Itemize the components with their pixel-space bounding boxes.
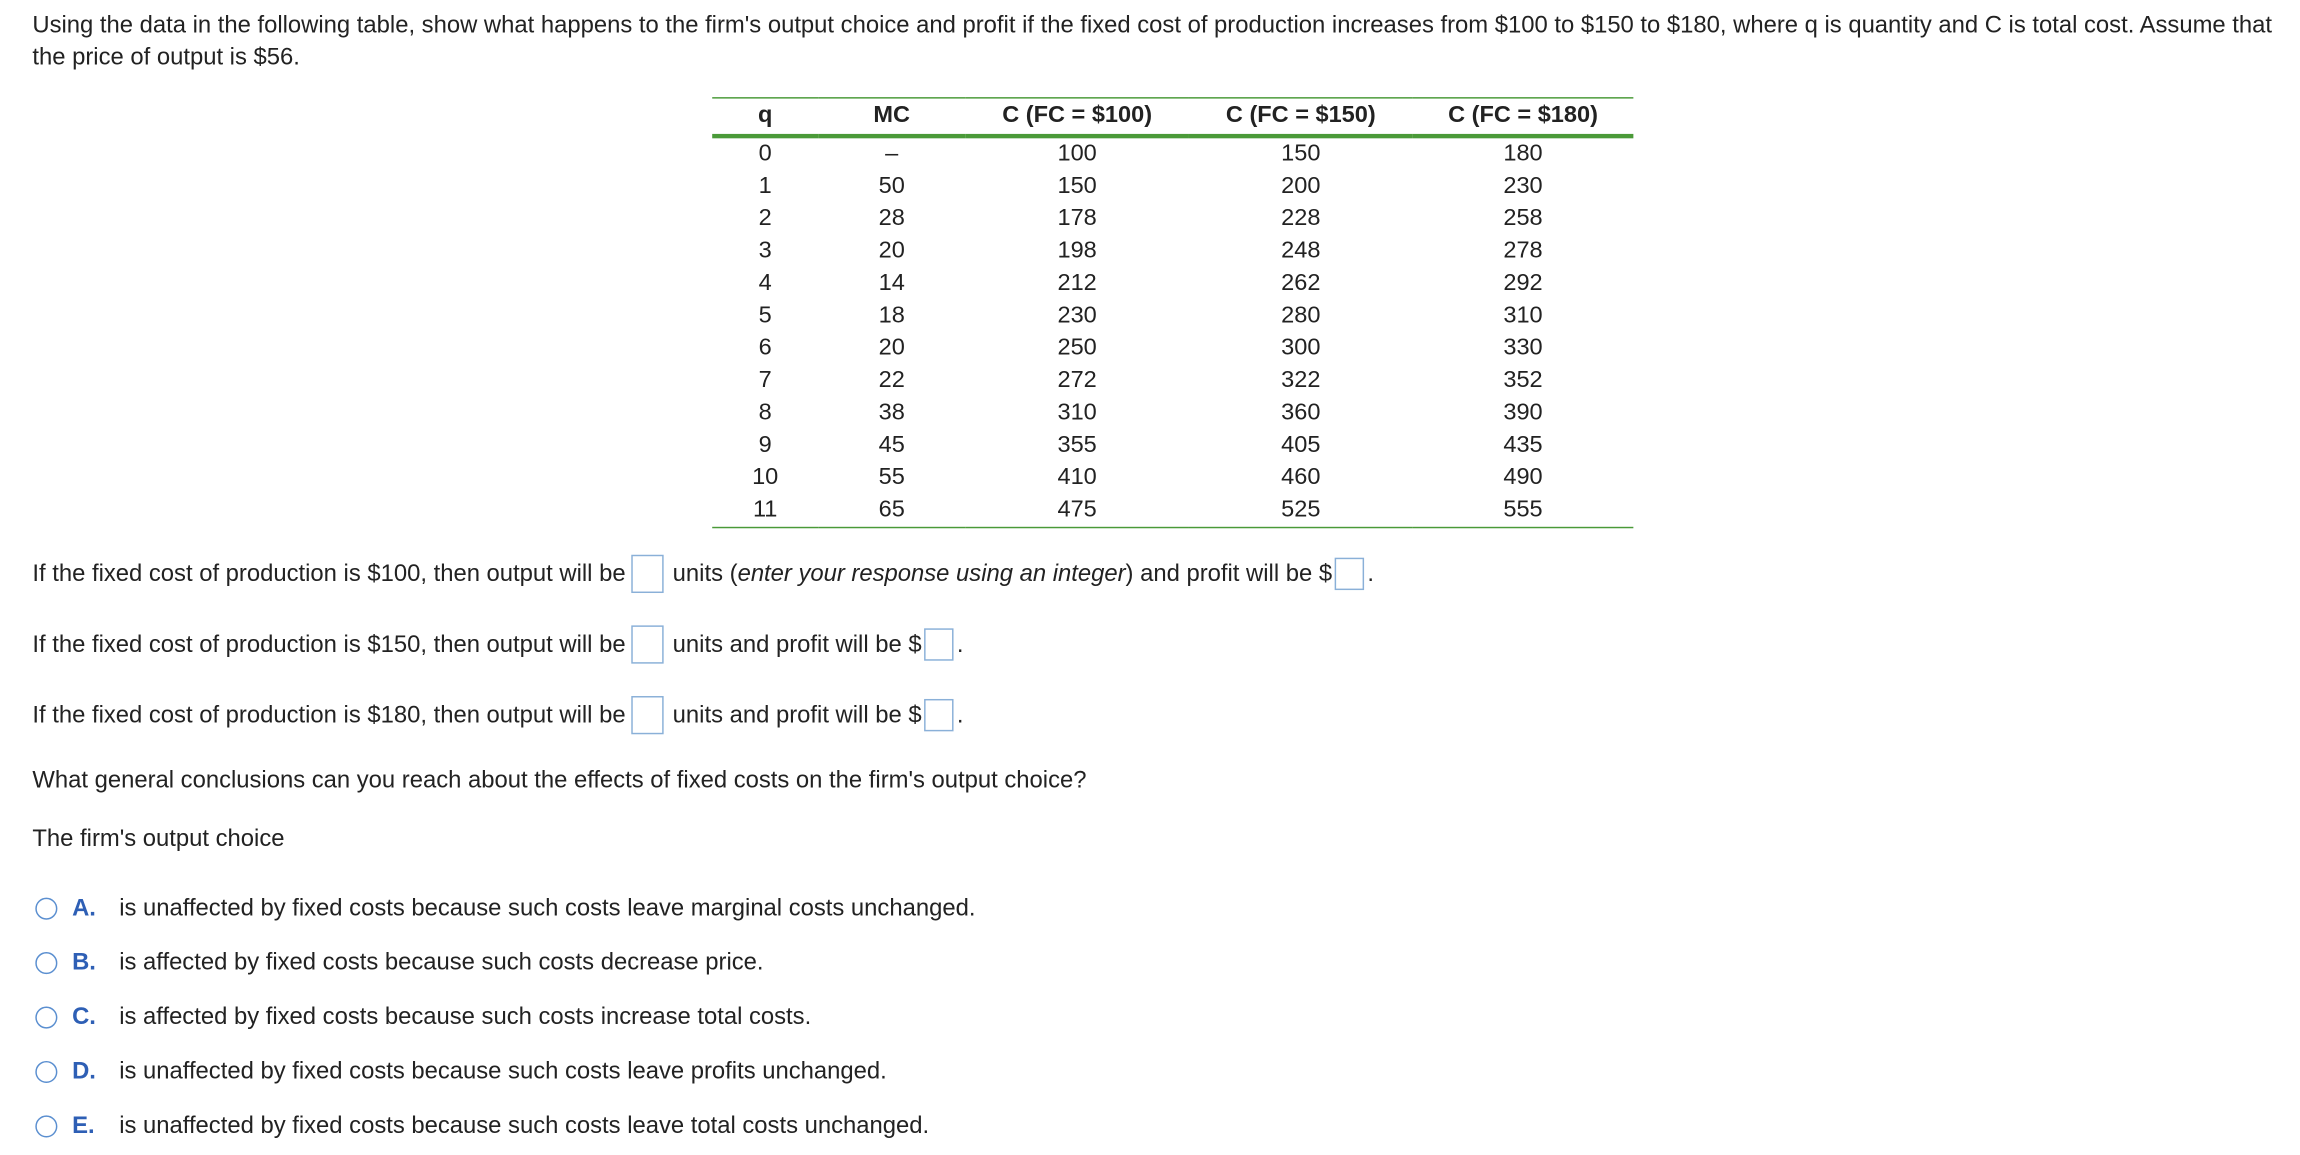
q-cell: 9: [758, 432, 772, 458]
profit-label-fc100: ) and profit will be $: [1125, 560, 1333, 588]
table-row: [712, 203, 1633, 235]
cost-fc180-cell: 180: [1503, 141, 1543, 167]
table-row: [712, 397, 1633, 429]
cost-fc180-cell: 390: [1503, 400, 1543, 426]
cost-fc100-cell: 150: [1057, 173, 1097, 199]
answer-prompt-fc100: If the fixed cost of production is $100, then output will be: [32, 560, 626, 588]
output-input-fc100[interactable]: [631, 555, 663, 593]
option-text-c: is affected by fixed costs because such costs increase total costs.: [119, 1002, 812, 1030]
q-cell: 3: [758, 238, 772, 264]
option-text-b: is affected by fixed costs because such costs decrease price.: [119, 948, 764, 975]
mc-cell: 45: [878, 432, 905, 458]
cost-fc100-cell: 310: [1057, 400, 1097, 426]
option-a[interactable]: [35, 890, 975, 925]
option-letter-c: C.: [72, 1002, 96, 1030]
cost-fc100-cell: 250: [1057, 335, 1097, 361]
integer-hint: enter your response using an integer: [737, 560, 1126, 588]
mc-cell: 65: [818, 494, 965, 527]
radio-button-b[interactable]: [35, 951, 57, 973]
answer-prompt-fc150: If the fixed cost of production is $150, then output will be: [32, 631, 626, 658]
header-cost-fc100: C (FC = $100): [965, 98, 1189, 136]
cost-fc150-cell: 248: [1281, 238, 1321, 264]
table-row: [712, 430, 1633, 462]
cost-fc150-cell: 262: [1281, 270, 1321, 296]
answer-row-fc180: [32, 696, 963, 734]
mc-cell: –: [885, 141, 899, 167]
cost-fc150-cell: 460: [1281, 464, 1321, 491]
cost-fc100-cell: 230: [1057, 303, 1097, 329]
mc-cell: 20: [878, 335, 905, 361]
answer-row-fc150: [32, 625, 963, 663]
cost-fc150-cell: 228: [1281, 206, 1321, 232]
header-cost-fc150: C (FC = $150): [1189, 98, 1413, 136]
q-cell: 6: [758, 335, 772, 361]
header-mc: MC: [818, 98, 965, 136]
cost-fc150-cell: 360: [1281, 400, 1321, 426]
profit-label-fc180: units and profit will be $: [672, 701, 922, 729]
q-cell: 2: [758, 206, 772, 232]
table-row: [712, 494, 1633, 527]
cost-fc150-cell: 405: [1281, 432, 1321, 458]
table-row: [712, 462, 1633, 494]
period-fc150: .: [956, 631, 964, 658]
q-cell: 7: [758, 367, 772, 393]
cost-fc180-cell: 330: [1503, 335, 1543, 361]
cost-fc180-cell: 292: [1503, 270, 1543, 296]
table-row: [712, 136, 1633, 171]
q-cell: 5: [758, 303, 772, 329]
mc-cell: 50: [878, 173, 905, 199]
output-input-fc150[interactable]: [631, 625, 663, 663]
cost-fc150-cell: 525: [1189, 494, 1413, 527]
cost-fc150-cell: 150: [1281, 141, 1321, 167]
radio-button-d[interactable]: [35, 1060, 57, 1082]
cost-fc180-cell: 490: [1503, 464, 1543, 491]
question-prompt: Using the data in the following table, show what happens to the firm's output choice and profit if the fixed cost of production increases from $100 to $150 to $180, where q is quantity and C is total cost. Assume that the price of output is $56.: [32, 11, 2273, 70]
mc-cell: 18: [878, 303, 905, 329]
profit-input-fc150[interactable]: [925, 628, 954, 660]
option-b[interactable]: [35, 945, 763, 980]
cost-fc100-cell: 272: [1057, 367, 1097, 393]
q-cell: 1: [758, 173, 772, 199]
cost-fc180-cell: 258: [1503, 206, 1543, 232]
cost-fc100-cell: 100: [1057, 141, 1097, 167]
option-d[interactable]: [35, 1054, 886, 1089]
profit-input-fc100[interactable]: [1335, 558, 1364, 590]
cost-fc180-cell: 278: [1503, 238, 1543, 264]
cost-fc150-cell: 300: [1281, 335, 1321, 361]
q-cell: 10: [752, 464, 779, 491]
units-label-fc100: units (: [672, 560, 738, 588]
cost-fc100-cell: 178: [1057, 206, 1097, 232]
cost-fc150-cell: 200: [1281, 173, 1321, 199]
header-cost-fc180: C (FC = $180): [1413, 98, 1634, 136]
table-row: [712, 365, 1633, 397]
q-cell: 8: [758, 400, 772, 426]
cost-fc180-cell: 352: [1503, 367, 1543, 393]
answer-prompt-fc180: If the fixed cost of production is $180, then output will be: [32, 701, 626, 729]
mc-cell: 14: [878, 270, 905, 296]
header-q: q: [712, 98, 818, 136]
output-input-fc180[interactable]: [631, 696, 663, 734]
table-row: [712, 268, 1633, 300]
cost-fc180-cell: 435: [1503, 432, 1543, 458]
option-letter-e: E.: [72, 1111, 95, 1139]
option-letter-d: D.: [72, 1057, 96, 1084]
mc-cell: 28: [878, 206, 905, 232]
option-text-d: is unaffected by fixed costs because such costs leave profits unchanged.: [119, 1057, 887, 1084]
cost-fc100-cell: 410: [1057, 464, 1097, 491]
cost-fc150-cell: 280: [1281, 303, 1321, 329]
period-fc180: .: [956, 701, 964, 729]
table-row: [712, 300, 1633, 332]
mc-cell: 20: [878, 238, 905, 264]
cost-fc180-cell: 310: [1503, 303, 1543, 329]
q-cell: 4: [758, 270, 772, 296]
conclusion-question: What general conclusions can you reach about the effects of fixed costs on the firm's output choice?: [32, 766, 1087, 794]
option-letter-a: A.: [72, 893, 96, 921]
period-fc100: .: [1367, 560, 1375, 588]
radio-button-a[interactable]: [35, 897, 57, 919]
radio-button-e[interactable]: [35, 1115, 57, 1137]
table-row: [712, 235, 1633, 267]
cost-fc180-cell: 230: [1503, 173, 1543, 199]
q-cell: 11: [712, 494, 818, 527]
q-cell: 0: [758, 141, 772, 167]
mc-cell: 55: [878, 464, 905, 491]
profit-label-fc150: units and profit will be $: [672, 631, 922, 658]
option-text-a: is unaffected by fixed costs because such costs leave marginal costs unchanged.: [119, 893, 976, 921]
cost-fc100-cell: 475: [965, 494, 1189, 527]
cost-fc150-cell: 322: [1281, 367, 1321, 393]
option-letter-b: B.: [72, 948, 96, 975]
option-text-e: is unaffected by fixed costs because such costs leave total costs unchanged.: [119, 1111, 930, 1139]
cost-fc100-cell: 212: [1057, 270, 1097, 296]
table-row: [712, 333, 1633, 365]
table-header-row: [712, 98, 1633, 136]
cost-fc100-cell: 355: [1057, 432, 1097, 458]
answer-row-fc100: [32, 555, 1374, 593]
table-row: [712, 171, 1633, 203]
cost-table: [712, 97, 1633, 528]
profit-input-fc180[interactable]: [925, 699, 954, 731]
cost-fc180-cell: 555: [1413, 494, 1634, 527]
conclusion-lead: The firm's output choice: [32, 825, 285, 852]
cost-fc100-cell: 198: [1057, 238, 1097, 264]
option-c[interactable]: [35, 999, 811, 1034]
option-e[interactable]: [35, 1108, 929, 1143]
mc-cell: 38: [878, 400, 905, 426]
mc-cell: 22: [878, 367, 905, 393]
radio-button-c[interactable]: [35, 1006, 57, 1028]
